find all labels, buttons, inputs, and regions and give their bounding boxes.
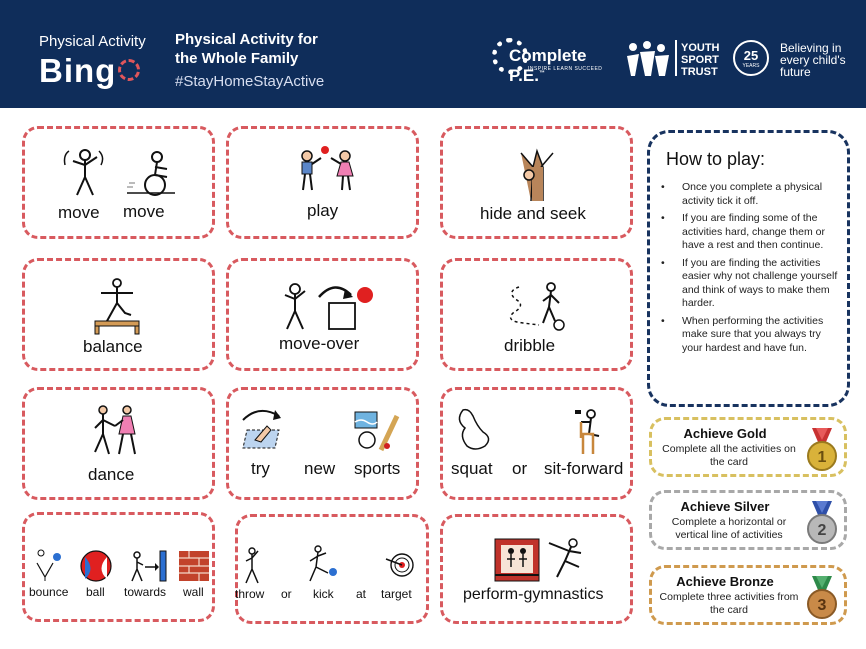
cpe-tm: ™: [538, 70, 545, 77]
card-bounce-ball[interactable]: [22, 512, 215, 622]
card-squat-sit-forward[interactable]: [440, 387, 633, 500]
label-kick: kick: [313, 587, 334, 601]
yst-line1: YOUTH: [681, 42, 720, 54]
cpe-tagline: INSPIRE LEARN SUCCEED: [528, 66, 603, 72]
bronze-medal-icon: [804, 574, 840, 620]
yst-divider: [675, 40, 677, 76]
rule-item: • If you are finding the activities easier why not challenge yourself and think of ways to make them harder.: [661, 257, 841, 311]
label-squat: squat: [451, 459, 493, 478]
cpe-name: Complete P.E.: [509, 46, 587, 85]
label-dance: dance: [88, 465, 135, 484]
twenty-five-years-badge: [733, 40, 769, 76]
yst-line2: SPORT: [681, 54, 719, 66]
card-dribble[interactable]: [440, 258, 633, 371]
dancing-couple-icon: [89, 404, 143, 462]
gold-medal-number: 1: [817, 449, 827, 466]
subtitle-line1: Physical Activity for: [175, 31, 318, 48]
motto: [780, 42, 846, 78]
move-towards-icon: [129, 549, 167, 583]
label-sports: sports: [354, 459, 401, 478]
label-balance: balance: [83, 337, 143, 356]
achieve-bronze-text: Complete three activities from the card: [659, 591, 799, 616]
achieve-gold-panel: [649, 417, 847, 477]
subtitle-line2: the Whole Family: [175, 50, 299, 67]
rule-item: • Once you complete a physical activity tick it off.: [661, 181, 841, 208]
rule-item: • When performing the activities make sure that you always try your hardest and have fun.: [661, 315, 841, 356]
label-hide-and-seek: hide and seek: [480, 204, 586, 223]
yst-line3: TRUST: [681, 66, 718, 78]
bronze-medal-number: 3: [817, 597, 827, 614]
various-sports-icon: [353, 410, 401, 454]
label-ball: ball: [86, 585, 105, 599]
card-move-move[interactable]: [22, 126, 215, 239]
header-banner: [0, 0, 866, 108]
achieve-bronze-title: Achieve Bronze: [676, 574, 774, 589]
badge-years: YEARS: [742, 63, 760, 69]
card-perform-gymnastics[interactable]: [440, 514, 633, 624]
beam-balance-icon: [91, 277, 143, 335]
target-icon: [384, 547, 414, 583]
label-move-over: move-over: [279, 334, 360, 353]
silver-medal-icon: [804, 499, 840, 545]
bingo-o-icon: [118, 59, 140, 81]
two-children-playing-icon: [297, 146, 359, 196]
squat-pose-icon: [453, 406, 493, 456]
motto-line3: future: [780, 65, 811, 79]
complete-pe-logo: [492, 36, 622, 85]
motto-line1: Believing in: [780, 41, 842, 55]
subtitle: [175, 30, 318, 68]
achieve-bronze-panel: [649, 565, 847, 625]
badge-number: 25: [743, 48, 759, 63]
kick-icon: [304, 545, 338, 583]
how-to-play-title: How to play:: [666, 149, 766, 169]
brand-title: [39, 52, 140, 90]
stage-gymnastics-icon: [493, 537, 583, 583]
label-move-1: move: [58, 203, 100, 222]
throw-icon: [242, 547, 262, 585]
label-sit-forward: sit-forward: [544, 459, 624, 478]
wheelchair-user-icon: [125, 149, 177, 199]
brand-small: Physical Activity: [39, 33, 146, 50]
label-dribble: dribble: [504, 336, 556, 355]
card-dance[interactable]: [22, 387, 215, 500]
achieve-gold-title: Achieve Gold: [683, 426, 767, 441]
label-towards: towards: [124, 585, 167, 599]
dribble-path-icon: [505, 281, 567, 333]
tree-hiding-icon: [517, 147, 557, 203]
youth-sport-trust-logo: [625, 38, 725, 82]
achieve-silver-text: Complete a horizontal or vertical line of activities: [671, 516, 787, 541]
label-try: try: [251, 459, 270, 478]
motto-line2: every child's: [780, 53, 846, 67]
brick-wall-icon: [179, 551, 209, 581]
card-balance[interactable]: [22, 258, 215, 371]
card-hide-and-seek[interactable]: [440, 126, 633, 239]
beach-ball-icon: [79, 549, 113, 583]
label-perform-gymnastics: perform-gymnastics: [463, 586, 604, 603]
label-wall: wall: [183, 585, 204, 599]
achieve-silver-panel: [649, 490, 847, 550]
rule-item: • If you are finding some of the activities hard, change them or have a rest and then continue.: [661, 212, 841, 253]
person-moving-icon: [61, 147, 105, 199]
label-new: new: [304, 459, 336, 478]
hand-trying-icon: [239, 406, 285, 450]
achieve-silver-title: Achieve Silver: [680, 499, 770, 514]
sitting-chair-icon: [571, 408, 605, 456]
brand-big: Bing: [39, 52, 117, 89]
label-throw: throw: [235, 587, 265, 601]
label-move-2: move: [123, 202, 165, 221]
label-play: play: [307, 201, 339, 220]
achieve-gold-text: Complete all the activities on the card: [662, 443, 796, 468]
yst-figures-icon: [625, 40, 673, 78]
card-move-over[interactable]: [226, 258, 419, 371]
hashtag: #StayHomeStayActive: [175, 73, 325, 90]
card-throw-kick-target[interactable]: [235, 514, 429, 624]
gold-medal-icon: [804, 426, 840, 472]
label-bounce: bounce: [29, 585, 69, 599]
label-target: target: [381, 587, 412, 601]
how-to-play-list: [661, 181, 841, 359]
label-or: or: [512, 459, 528, 478]
move-over-box-icon: [279, 281, 379, 333]
silver-medal-number: 2: [817, 522, 827, 539]
label-at: at: [356, 587, 367, 601]
card-play[interactable]: [226, 126, 419, 239]
how-to-play-panel: [647, 130, 850, 407]
bounce-icon: [33, 547, 63, 581]
card-try-new-sports[interactable]: [226, 387, 419, 500]
label-or-2: or: [281, 587, 292, 601]
